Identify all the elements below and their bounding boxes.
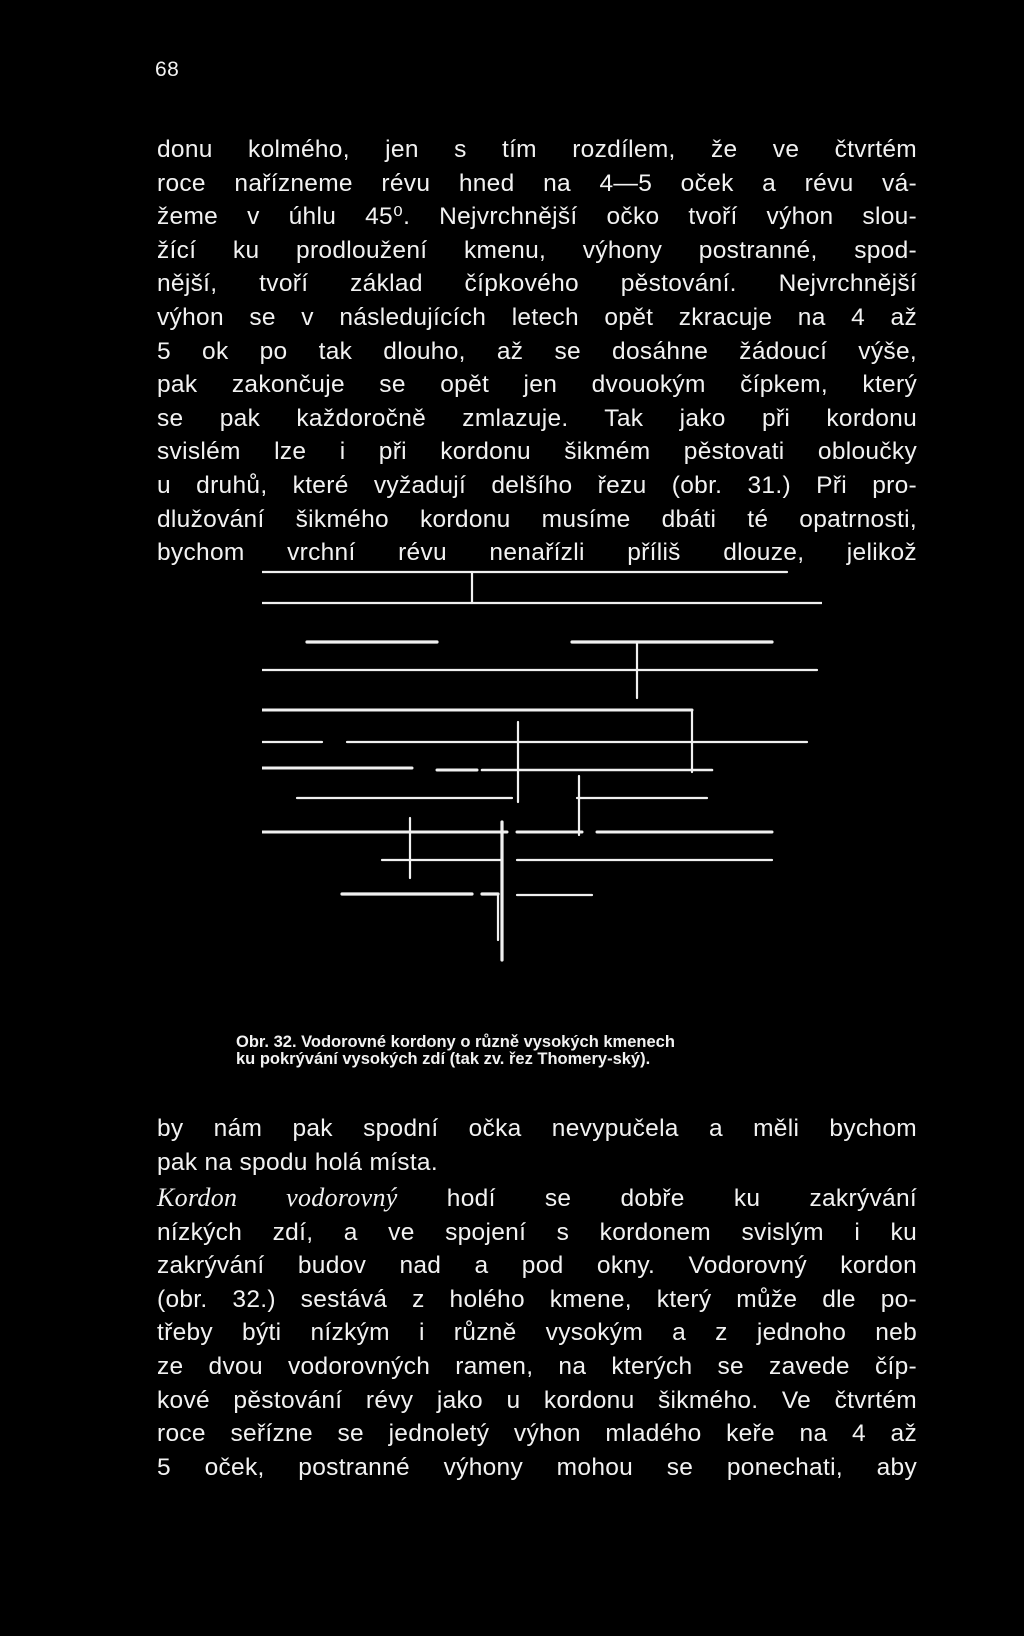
paragraph-2 [157,1112,917,1179]
text-line: nější, tvoří základ čípkového pěstování. Nejvrchnější [157,270,917,298]
caption-line: Obr. 32. Vodorovné kordony o různě vysokých kmenech [236,1033,675,1051]
cordon-figure [262,560,822,990]
text-line: kové pěstování révy jako u kordonu šikmého. Ve čtvrtém [157,1386,917,1414]
text-line: se pak každoročně zmlazuje. Tak jako při kordonu [157,404,917,432]
text-line: pak zakončuje se opět jen dvouokým čípkem, který [157,371,917,399]
paragraph-1 [157,133,917,570]
text-line: žící ku prodloužení kmenu, výhony postranné, spod- [157,236,917,264]
text-line-first [157,1181,917,1216]
text-line: pak na spodu holá místa. [157,1148,438,1176]
figure-caption [236,1034,820,1068]
text-line: by nám pak spodní očka nevypučela a měli bychom [157,1115,917,1142]
text-run: hodí se dobře ku zakrývání [397,1185,918,1212]
text-line: zakrývání budov nad a pod okny. Vodorovný kordon [157,1252,917,1280]
text-line: roce nařízneme révu hned na 4—5 oček a révu vá- [157,169,917,197]
text-line: bychom vrchní révu nenařízli příliš dlouze, jelikož [157,539,917,567]
text-line: nízkých zdí, a ve spojení s kordonem svislým i ku [157,1218,917,1246]
caption-line: ku pokrývání vysokých zdí (tak zv. řez Thomery-ský). [236,1050,651,1068]
text-line: žeme v úhlu 45⁰. Nejvrchnější očko tvoří výhon slou- [157,203,917,231]
paragraph-3 [157,1181,917,1484]
text-line: třeby býti nízkým i různě vysokým a z jednoho neb [157,1319,917,1347]
page-number: 68 [155,58,180,81]
horizontal-cordons-diagram-icon [262,560,822,990]
text-line: ze dvou vodorovných ramen, na kterých se zavede číp- [157,1352,917,1380]
text-line: dlužování šikmého kordonu musíme dbáti té opatrnosti, [157,505,917,533]
text-line: donu kolmého, jen s tím rozdílem, že ve čtvrtém [157,136,917,163]
text-line: svislém lze i při kordonu šikmém pěstovati obloučky [157,438,917,466]
text-line: 5 oček, postranné výhony mohou se ponechati, aby [157,1453,917,1481]
text-line: výhon se v následujících letech opět zkracuje na 4 až [157,303,917,331]
text-line: roce seřízne se jednoletý výhon mladého keře na 4 až [157,1420,917,1448]
text-line: (obr. 32.) sestává z holého kmene, který může dle po- [157,1285,917,1313]
text-line: 5 ok po tak dlouho, až se dosáhne žádoucí výše, [157,337,917,365]
text-line: u druhů, které vyžadují delšího řezu (obr. 31.) Při pro- [157,471,917,499]
italic-term: Kordon vodorovný [157,1183,398,1212]
